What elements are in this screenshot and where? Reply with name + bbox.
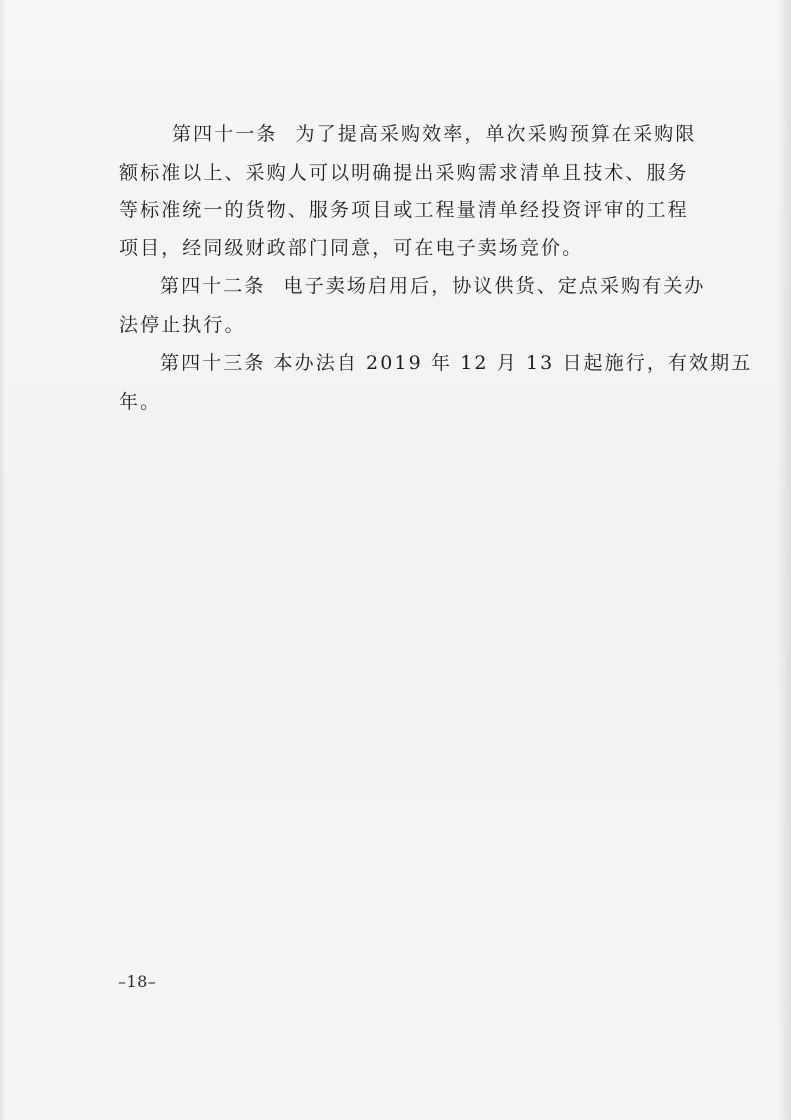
article-43-text-1: 本办法自 2019 年 12 月 13 日起施行，有效期五: [273, 352, 753, 374]
page-left-edge: [0, 0, 6, 1120]
article-41-line-2: 额标准以上、采购人可以明确提出采购需求清单且技术、服务: [119, 162, 689, 184]
article-43-line-1: [160, 351, 752, 375]
page-right-edge: [777, 0, 791, 1120]
article-42-heading: 第四十二条: [160, 275, 266, 297]
article-42-text-1: 电子卖场启用后，协议供货、定点采购有关办: [283, 275, 706, 297]
article-41-text-1: 为了提高采购效率，单次采购预算在采购限: [295, 123, 697, 145]
article-41-line-1: [172, 122, 696, 146]
article-42-line-1: [160, 274, 706, 298]
article-42-line-2: 法停止执行。: [119, 314, 246, 336]
page-number: –18–: [118, 972, 157, 991]
article-41-line-3: 等标准统一的货物、服务项目或工程量清单经投资评审的工程: [119, 199, 689, 221]
article-41-line-4: 项目，经同级财政部门同意，可在电子卖场竞价。: [119, 237, 584, 259]
article-43-line-2: 年。: [119, 391, 162, 413]
article-43-heading: 第四十三条: [160, 352, 266, 374]
article-41-heading: 第四十一条: [172, 123, 278, 145]
